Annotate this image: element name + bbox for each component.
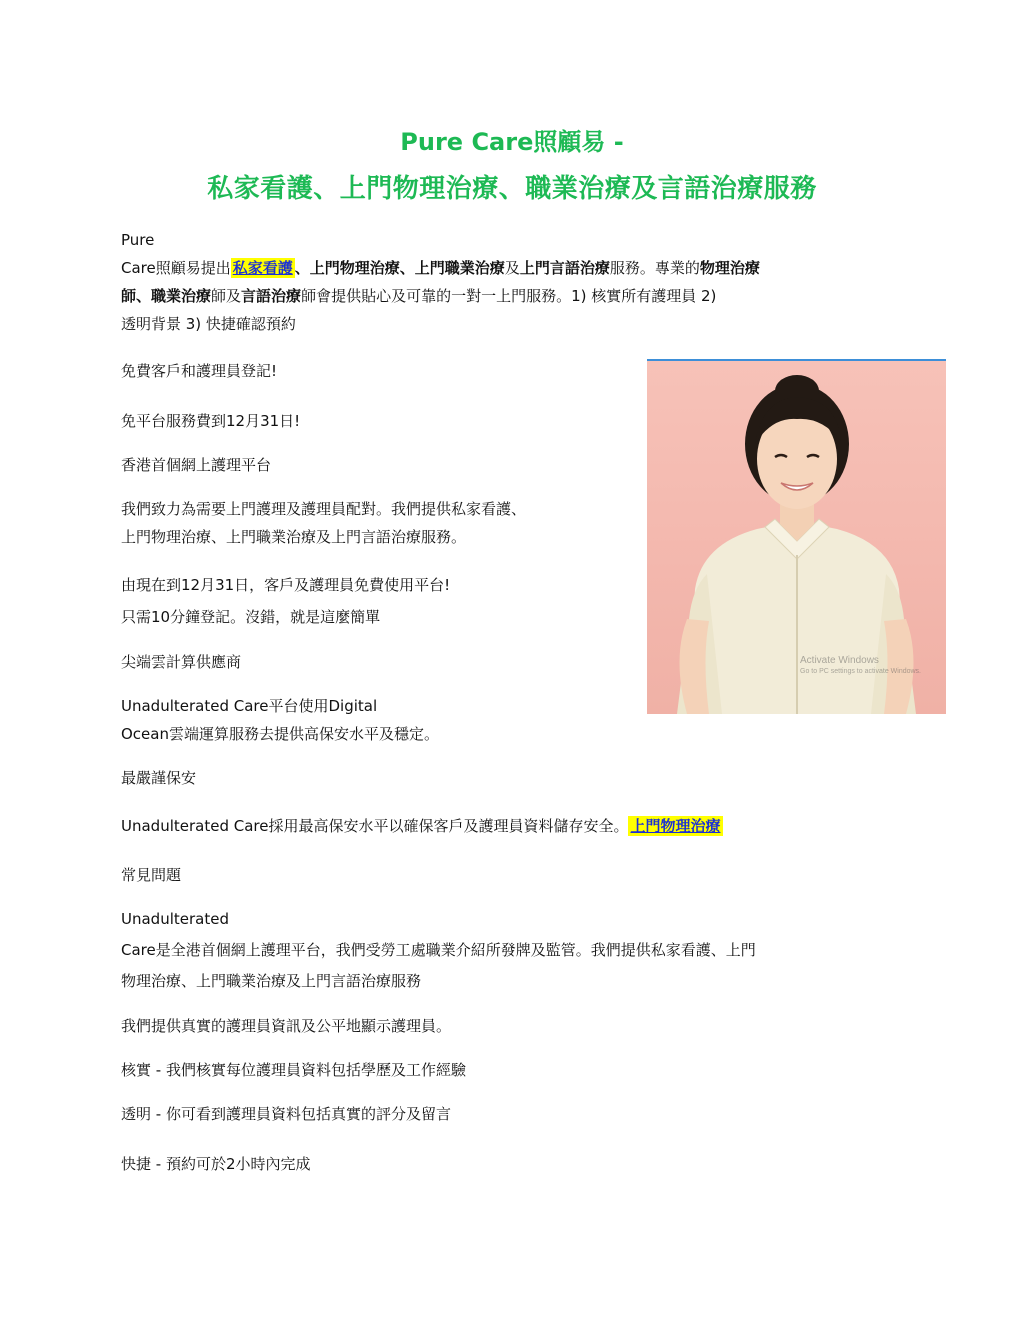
commit-line-1: 我們致力為需要上門護理及護理員配對。我們提供私家看護、 — [121, 500, 527, 518]
first-platform-text: 香港首個網上護理平台 — [121, 456, 272, 474]
activate-windows-watermark-sub: Go to PC settings to activate Windows. — [800, 668, 921, 675]
caregiver-photo — [647, 359, 946, 714]
intro-sep: 、 — [399, 259, 415, 277]
intro-text: 服務。專業的 — [609, 259, 700, 277]
intro-line-3 — [121, 282, 716, 310]
speech-bold: 言語治療 — [241, 287, 302, 305]
cloud-line-1: Unadulterated Care平台使用Digital — [121, 697, 378, 715]
home-ot-bold: 上門職業治療 — [414, 259, 505, 277]
commit-line-2: 上門物理治療、上門職業治療及上門言語治療服務。 — [121, 528, 467, 546]
cloud-line-2: Ocean雲端運算服務去提供高保安水平及穩定。 — [121, 725, 439, 743]
security-line — [121, 812, 723, 840]
intro-sep: 、 — [294, 259, 310, 277]
security-text: Unadulterated Care採用最高保安水平以確保客戶及護理員資料儲存安全。 — [121, 817, 629, 835]
intro-text: 師、 — [121, 287, 152, 305]
intro-text: 師及 — [211, 287, 242, 305]
private-nursing-link[interactable]: 私家看護 — [232, 259, 293, 277]
faq-heading: 常見問題 — [121, 866, 182, 884]
faq-line-1: Unadulterated — [121, 910, 229, 928]
home-speech-bold: 上門言語治療 — [519, 259, 610, 277]
security-heading: 最嚴謹保安 — [121, 769, 197, 787]
ot-bold: 職業治療 — [151, 287, 212, 305]
fast-text: 快捷 - 預約可於2小時內完成 — [121, 1155, 311, 1173]
page-title-line1: Pure Care照顧易 - — [400, 128, 624, 156]
intro-line-1: Pure — [121, 231, 155, 249]
intro-text: 師會提供貼心及可靠的一對一上門服務。1) 核實所有護理員 2) — [301, 287, 717, 305]
cloud-heading: 尖端雲計算供應商 — [121, 653, 242, 671]
physio-bold: 物理治療 — [699, 259, 760, 277]
faq-line-2: Care是全港首個網上護理平台，我們受勞工處職業介紹所發牌及監管。我們提供私家看護、上門 — [121, 941, 756, 959]
register-text: 免費客戶和護理員登記! — [121, 362, 278, 380]
intro-line-4: 透明背景 3) 快捷確認預約 — [121, 315, 296, 333]
verify-text: 核實 - 我們核實每位護理員資料包括學歷及工作經驗 — [121, 1061, 466, 1079]
page-title-line2: 私家看護、上門物理治療、職業治療及言語治療服務 — [207, 174, 817, 204]
intro-text: 及 — [504, 259, 520, 277]
home-physio-link[interactable]: 上門物理治療 — [630, 817, 721, 835]
home-physio-bold: 上門物理治療 — [309, 259, 400, 277]
now-line-1: 由現在到12月31日，客戶及護理員免費使用平台! — [121, 576, 451, 594]
free-fee-text: 免平台服務費到12月31日! — [121, 412, 301, 430]
caregiver-illustration — [647, 359, 946, 714]
now-line-2: 只需10分鐘登記。沒錯，就是這麼簡單 — [121, 608, 381, 626]
intro-text: Care照顧易提出 — [121, 259, 231, 277]
transparent-text: 透明 - 你可看到護理員資料包括真實的評分及留言 — [121, 1105, 451, 1123]
faq-line-3: 物理治療、上門職業治療及上門言語治療服務 — [121, 972, 422, 990]
activate-windows-watermark: Activate Windows — [800, 655, 879, 666]
intro-line-2 — [121, 254, 760, 282]
real-info-text: 我們提供真實的護理員資訊及公平地顯示護理員。 — [121, 1017, 452, 1035]
